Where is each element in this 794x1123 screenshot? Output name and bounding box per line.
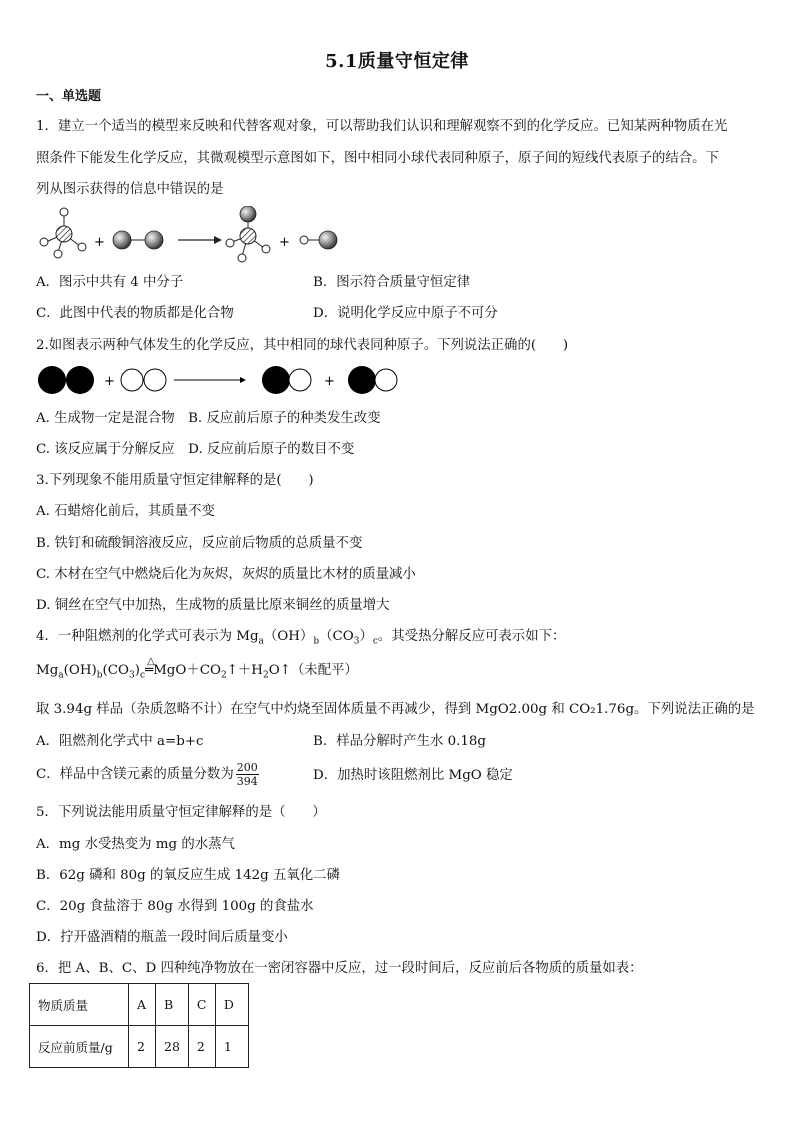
- table-cell: D: [215, 984, 248, 1026]
- q1-plus-2: +: [279, 235, 290, 250]
- q1-option-a: A．图示中共有 4 中分子: [36, 275, 184, 290]
- q1-option-c: C．此图中代表的物质都是化合物: [36, 306, 234, 321]
- table-cell: A: [129, 984, 156, 1026]
- q3-stem: 3.下列现象不能用质量守恒定律解释的是( ): [36, 473, 314, 488]
- diatomic-gray-molecule: [113, 231, 163, 249]
- q3-option-a: A. 石蜡熔化前后，其质量不变: [36, 504, 215, 519]
- table-cell: 28: [156, 1026, 189, 1068]
- chloromethane-like-molecule: [226, 206, 270, 262]
- q2-stem: 2.如图表示两种气体发生的化学反应，其中相同的球代表同种原子。下列说法正确的( ): [36, 338, 569, 353]
- q3-option-b: B. 铁钉和硫酸铜溶液反应，反应前后物质的总质量不变: [36, 536, 363, 551]
- q2-plus-1: +: [104, 374, 115, 389]
- table-cell: 物质质量: [30, 984, 129, 1026]
- q4-option-a: A．阻燃剂化学式中 a=b+c: [36, 734, 204, 749]
- black-diatomic-molecule: [38, 366, 94, 394]
- q4-option-b: B．样品分解时产生水 0.18g: [313, 734, 486, 749]
- heat-equals-sign: △ ═: [145, 656, 155, 678]
- q1-plus-1: +: [94, 235, 105, 250]
- table-cell: B: [156, 984, 189, 1026]
- q5-option-a: A．mg 水受热变为 mg 的水蒸气: [36, 837, 235, 852]
- mass-table: [29, 983, 249, 1068]
- q3-option-d: D. 铜丝在空气中加热，生成物的质量比原来铜丝的质量增大: [36, 598, 390, 613]
- table-cell: 2: [129, 1026, 156, 1068]
- table-cell: C: [188, 984, 215, 1026]
- page-title: 5.1质量守恒定律: [325, 51, 469, 72]
- product-molecule-2: [348, 366, 397, 394]
- reaction-arrow: [178, 236, 222, 244]
- q1-option-b: B．图示符合质量守恒定律: [313, 275, 471, 290]
- q2-options-cd: C. 该反应属于分解反应 D. 反应前后原子的数目不变: [36, 442, 355, 457]
- table-row: [30, 1026, 249, 1068]
- q1-stem-line3: 列从图示获得的信息中错误的是: [36, 182, 224, 197]
- q1-molecule-diagram: [36, 206, 346, 268]
- white-diatomic-molecule: [121, 369, 166, 391]
- q1-stem-line1: 1．建立一个适当的模型来反映和代替客观对象，可以帮助我们认识和理解观察不到的化学反应。已知某两种物质在光: [36, 119, 728, 134]
- q5-option-b: B．62g 磷和 80g 的氧反应生成 142g 五氧化二磷: [36, 868, 340, 883]
- q2-molecule-diagram: [36, 364, 406, 396]
- q3-option-c: C. 木材在空气中燃烧后化为灰烬，灰烬的质量比木材的质量减小: [36, 567, 416, 582]
- q5-option-c: C．20g 食盐溶于 80g 水得到 100g 的食盐水: [36, 899, 314, 914]
- table-cell: 2: [188, 1026, 215, 1068]
- section-heading: 一、单选题: [36, 89, 102, 104]
- q4-stem: 4．一种阻燃剂的化学式可表示为 $Mg_a(OH)_b(CO_3)_c$。其受热分解反应可表示如下：: [36, 629, 566, 647]
- q2-plus-2: +: [324, 374, 335, 389]
- table-header-row: [30, 984, 249, 1026]
- q6-stem: 6．把 A、B、C、D 四种纯净物放在一密闭容器中反应，过一段时间后，反应前后各物质的质量如表：: [36, 961, 643, 976]
- q4-option-d: D．加热时该阻燃剂比 MgO 稳定: [313, 768, 513, 783]
- q4-equation: $Mg_a(OH)_b(CO_3)_c$ △ $═MgO+CO_2↑+H_2O↑$（未配平）: [36, 656, 358, 681]
- q5-stem: 5．下列说法能用质量守恒定律解释的是（ ）: [36, 805, 326, 820]
- q5-option-d: D．拧开盛酒精的瓶盖一段时间后质量变小: [36, 930, 288, 945]
- table-cell: 反应前质量/g: [30, 1026, 129, 1068]
- table-cell: 1: [215, 1026, 248, 1068]
- q2-options-ab: A. 生成物一定是混合物 B. 反应前后原子的种类发生改变: [36, 411, 381, 426]
- fraction: $\frac{200}{394}$: [236, 761, 258, 788]
- hcl-like-molecule: [300, 231, 337, 249]
- methane-like-molecule: [40, 208, 86, 258]
- q1-stem-line2: 照条件下能发生化学反应，其微观模型示意图如下，图中相同小球代表同种原子，原子间的短线代表原子的结合。下: [36, 151, 719, 166]
- q1-option-d: D．说明化学反应中原子不可分: [313, 306, 498, 321]
- q4-option-c: C．样品中含镁元素的质量分数为 $\frac{200}{394}$: [36, 761, 258, 788]
- reaction-arrow: [174, 377, 246, 383]
- q4-sample-text: 取 3.94g 样品（杂质忽略不计）在空气中灼烧至固体质量不再减少，得到 MgO2.00g 和 CO₂1.76g。下列说法正确的是: [36, 702, 755, 717]
- product-molecule-1: [262, 366, 311, 394]
